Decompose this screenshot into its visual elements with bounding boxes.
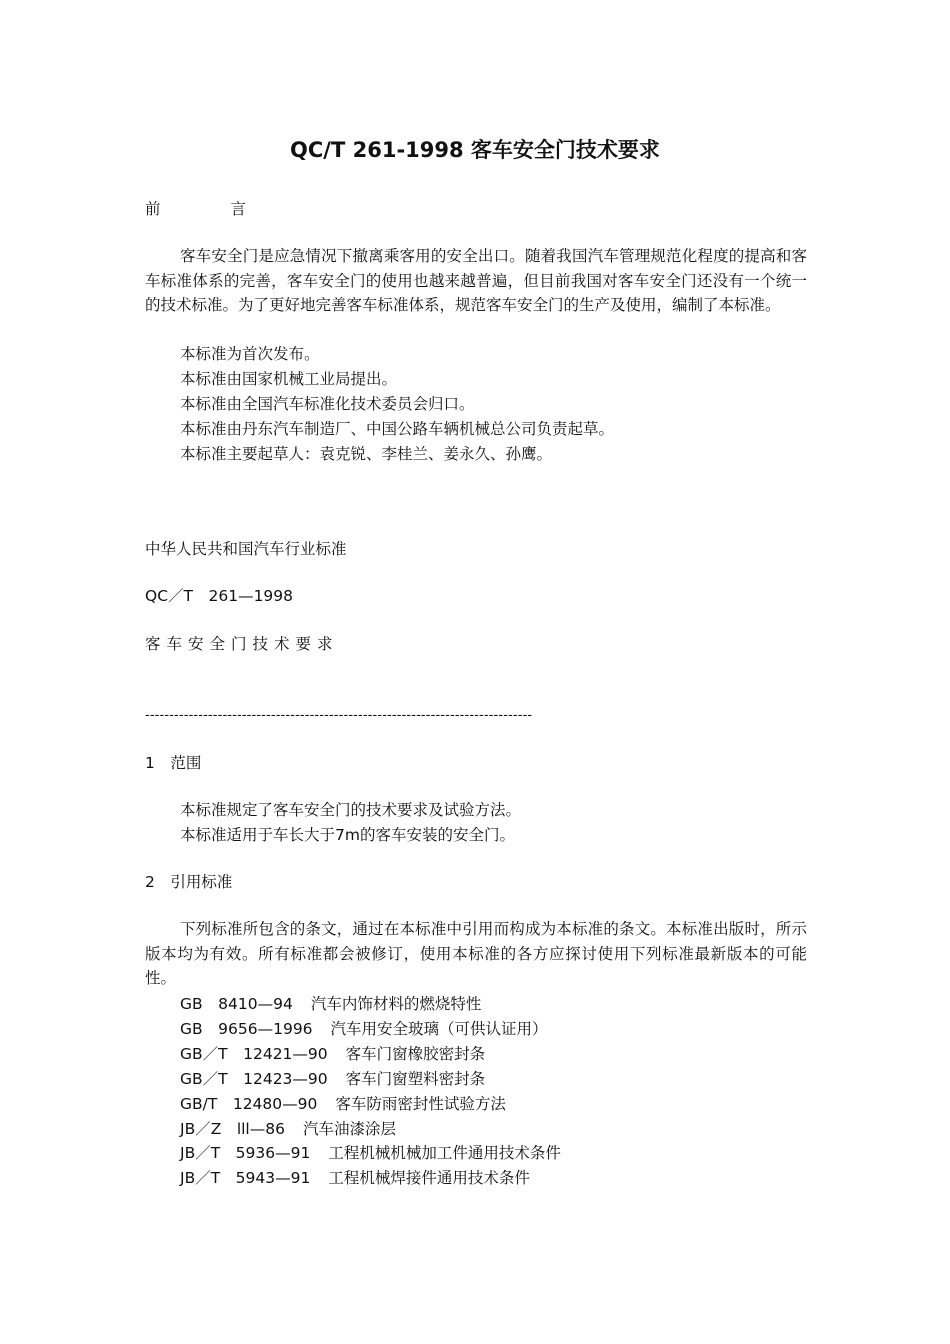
section-heading-scope: 1 范围 <box>145 754 202 772</box>
scope-line: 本标准适用于车长大于7m的客车安装的安全门。 <box>180 826 515 844</box>
reference-item <box>180 1141 561 1166</box>
reference-name: 汽车油漆涂层 <box>302 1119 396 1138</box>
reference-name: 汽车用安全玻璃（可供认证用） <box>330 1019 548 1038</box>
reference-item <box>180 1166 561 1191</box>
foreword-line: 本标准为首次发布。 <box>180 345 320 363</box>
reference-name: 汽车内饰材料的燃烧特性 <box>310 995 482 1013</box>
reference-name: 客车门窗塑料密封条 <box>345 1069 486 1088</box>
reference-code: GB／T 12423—90 <box>180 1069 328 1088</box>
reference-list <box>180 992 561 1191</box>
reference-item <box>180 1042 561 1067</box>
reference-item <box>180 1092 561 1117</box>
scope-line: 本标准规定了客车安全门的技术要求及试验方法。 <box>180 801 522 819</box>
reference-code: JB／T 5936—91 <box>180 1144 311 1163</box>
foreword-line: 本标准由丹东汽车制造厂、中国公路车辆机械总公司负责起草。 <box>180 420 615 438</box>
reference-item <box>180 1017 561 1042</box>
reference-item <box>180 992 561 1017</box>
reference-code: JB／T 5943—91 <box>180 1169 311 1188</box>
references-paragraph: 下列标准所包含的条文，通过在本标准中引用而构成为本标准的条文。本标准出版时，所示版本均为有效。所有标准都会被修订，使用本标准的各方应探讨使用下列标准最新版本的可能性。 <box>145 920 807 987</box>
document-title: QC/T 261-1998 客车安全门技术要求 <box>290 138 660 162</box>
reference-code: JB／Z lll—86 <box>180 1119 285 1138</box>
standard-name: 客车安全门技术要求 <box>145 635 339 653</box>
foreword-heading-left: 前 <box>145 200 161 218</box>
reference-name: 客车防雨密封性试验方法 <box>335 1094 506 1113</box>
standard-code: QC／T 261—1998 <box>145 587 294 605</box>
reference-code: GB 9656—1996 <box>180 1019 313 1038</box>
section-divider: -------------------------------------------------------------------------------- <box>145 708 533 723</box>
foreword-line: 本标准主要起草人：袁克锐、李桂兰、姜永久、孙鹰。 <box>180 445 553 463</box>
reference-item <box>180 1117 561 1142</box>
reference-name: 工程机械机械加工件通用技术条件 <box>328 1144 561 1163</box>
reference-code: GB／T 12421—90 <box>180 1044 328 1063</box>
reference-name: 工程机械焊接件通用技术条件 <box>328 1169 530 1188</box>
standard-issuer: 中华人民共和国汽车行业标准 <box>145 540 347 558</box>
reference-code: GB/T 12480—90 <box>180 1094 318 1113</box>
reference-name: 客车门窗橡胶密封条 <box>345 1044 486 1063</box>
foreword-paragraph: 客车安全门是应急情况下撤离乘客用的安全出口。随着我国汽车管理规范化程度的提高和客车标准体系的完善，客车安全门的使用也越来越普遍，但目前我国对客车安全门还没有一个统一的技术标准。为了更好地完善客车标准体系，规范客车安全门的生产及使用，编制了本标准。 <box>145 247 807 314</box>
foreword-line: 本标准由国家机械工业局提出。 <box>180 370 398 388</box>
foreword-line: 本标准由全国汽车标准化技术委员会归口。 <box>180 395 475 413</box>
reference-item <box>180 1067 561 1092</box>
foreword-heading <box>145 197 246 222</box>
foreword-heading-right: 言 <box>230 200 247 218</box>
reference-code: GB 8410—94 <box>180 995 293 1013</box>
section-heading-references: 2 引用标准 <box>145 873 233 891</box>
